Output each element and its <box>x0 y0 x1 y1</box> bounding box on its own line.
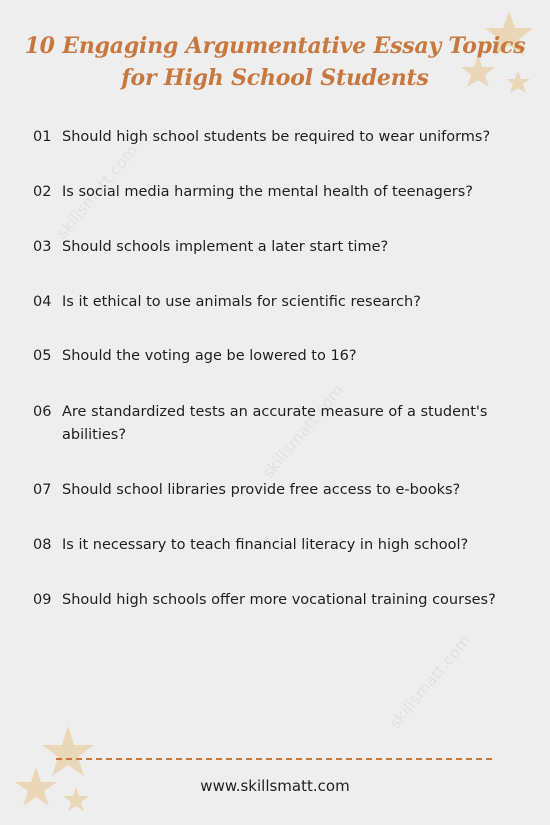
watermark: skillsmatt.com <box>52 140 142 243</box>
topic-number: 01 <box>33 129 52 145</box>
topic-text: Is it ethical to use animals for scientific research? <box>62 294 421 310</box>
topic-number: 04 <box>33 294 52 310</box>
topic-item <box>33 401 528 447</box>
topic-number: 03 <box>33 239 52 255</box>
topic-text: Are standardized tests an accurate measure of a student's abilities? <box>62 404 488 443</box>
topic-text: Should high school students be required to wear uniforms? <box>62 129 491 145</box>
topic-number: 05 <box>33 348 52 364</box>
watermark: skillsmatt.com <box>385 630 475 733</box>
title-line-2: for High School Students <box>121 65 429 91</box>
topic-number: 07 <box>33 482 52 498</box>
topic-number: 06 <box>33 404 52 420</box>
topic-item <box>33 534 528 557</box>
footer-divider <box>56 758 492 760</box>
star-icon <box>42 726 94 776</box>
topic-item <box>33 126 528 149</box>
topic-number: 09 <box>33 592 52 608</box>
topic-text: Should schools implement a later start time? <box>62 239 389 255</box>
topic-item <box>33 345 528 368</box>
topic-number: 02 <box>33 184 52 200</box>
topic-number: 08 <box>33 537 52 553</box>
topic-text: Should school libraries provide free access to e-books? <box>62 482 461 498</box>
topic-text: Is it necessary to teach financial literacy in high school? <box>62 537 469 553</box>
stars-bottom-left <box>0 720 110 820</box>
footer-url: www.skillsmatt.com <box>200 777 350 795</box>
topic-item <box>33 291 528 314</box>
topic-item <box>33 479 528 502</box>
topic-item <box>33 236 528 259</box>
title-line-1: 10 Engaging Argumentative Essay Topics <box>24 33 526 59</box>
topic-text: Should high schools offer more vocational training courses? <box>62 592 496 608</box>
topic-item <box>33 589 528 612</box>
topic-item <box>33 181 528 204</box>
page-title <box>0 30 550 94</box>
watermark: skillsmatt.com <box>258 380 348 483</box>
topic-text: Should the voting age be lowered to 16? <box>62 348 357 364</box>
topic-text: Is social media harming the mental health of teenagers? <box>62 184 473 200</box>
